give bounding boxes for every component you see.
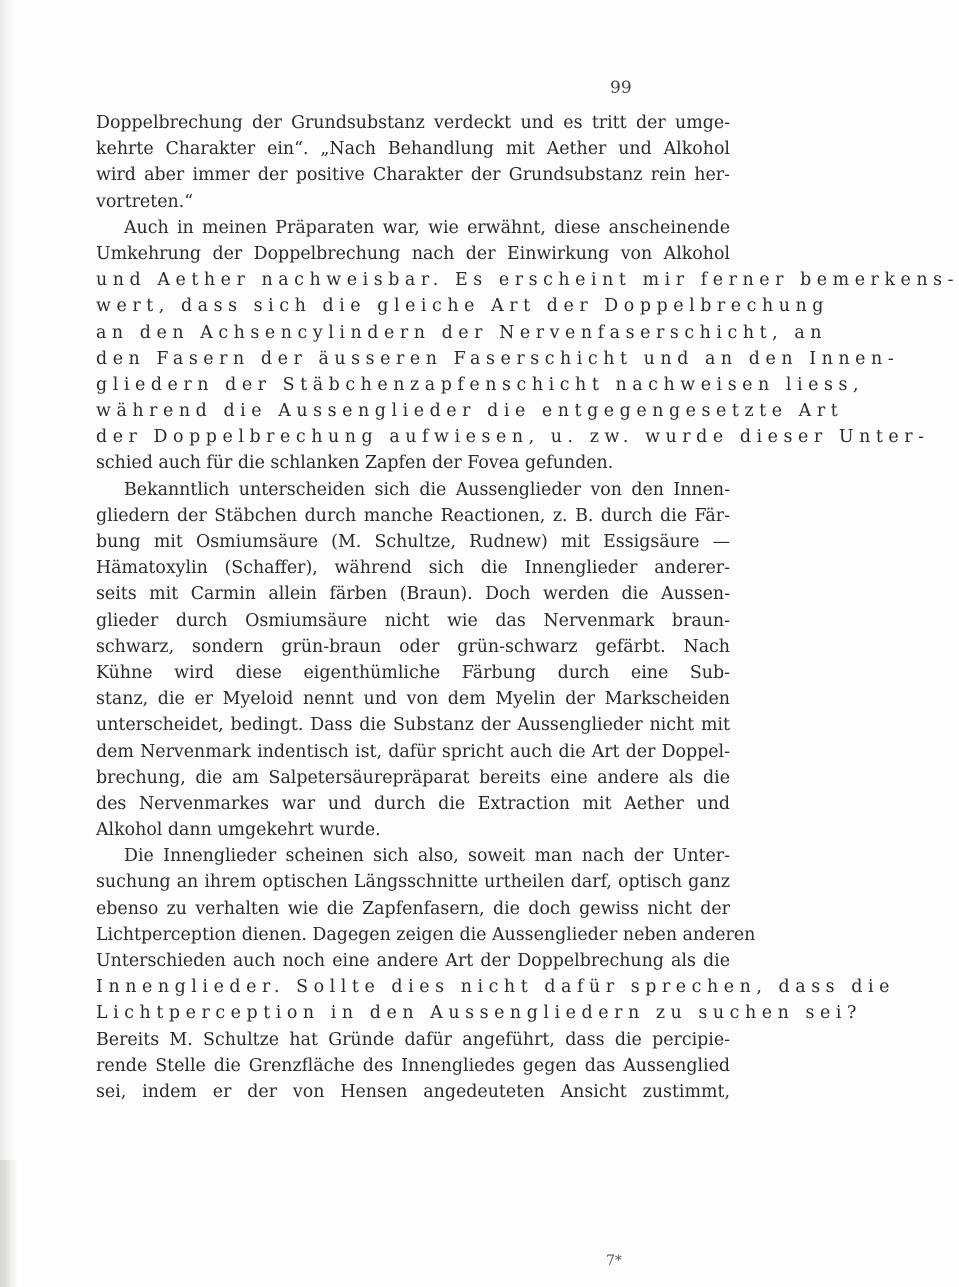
text-line: an den Achsencylindern der Nervenfaserschicht, an <box>96 322 828 343</box>
text-line: glieder durch Osmiumsäure nicht wie das Nervenmark braun- <box>96 610 730 631</box>
page-edge-binding <box>0 1160 18 1287</box>
text-line: Unterschieden auch noch eine andere Art der Doppelbrechung als die <box>96 951 730 971</box>
text-line: Bereits M. Schultze hat Gründe dafür angeführt, dass die percipie- <box>96 1029 730 1050</box>
text-line: und Aether nachweisbar. Es erscheint mir ferner bemerkens- <box>96 270 959 291</box>
text-line: gliedern der Stäbchen durch manche Reactionen, z. B. durch die Fär- <box>96 505 730 526</box>
text-line: bung mit Osmiumsäure (M. Schultze, Rudnew) mit Essigsäure — <box>96 532 730 552</box>
text-line: Doppelbrechung der Grundsubstanz verdeckt und es tritt der umge- <box>96 113 730 133</box>
text-line: wird aber immer der positive Charakter der Grundsubstanz rein her- <box>96 165 730 186</box>
text-line: gliedern der Stäbchenzapfenschicht nachweisen liess, <box>96 374 865 395</box>
text-line: schwarz, sondern grün-braun oder grün-schwarz gefärbt. Nach <box>96 636 730 657</box>
text-line: Innenglieder. Sollte dies nicht dafür sprechen, dass die <box>96 977 895 998</box>
text-line: schied auch für die schlanken Zapfen der Fovea gefunden. <box>96 453 614 474</box>
text-line: stanz, die er Myeloid nennt und von dem Myelin der Markscheiden <box>96 689 730 710</box>
text-line: rende Stelle die Grenzfläche des Innengliedes gegen das Aussenglied <box>96 1055 730 1076</box>
text-line: den Fasern der äusseren Faserschicht und an den Innen- <box>96 348 900 369</box>
text-line: Kühne wird diese eigenthümliche Färbung durch eine Sub- <box>96 662 730 683</box>
text-line: brechung, die am Salpetersäurepräparat bereits eine andere als die <box>96 767 730 788</box>
text-line: unterscheidet, bedingt. Dass die Substanz der Aussenglieder nicht mit <box>96 715 730 736</box>
text-line: wert, dass sich die gleiche Art der Doppelbrechung <box>96 296 829 317</box>
body-text <box>96 110 959 1105</box>
page-edge-shadow <box>0 0 12 1287</box>
text-line: Bekanntlich unterscheiden sich die Aussenglieder von den Innen- <box>124 479 730 500</box>
text-line: Umkehrung der Doppelbrechung nach der Einwirkung von Alkohol <box>96 243 730 264</box>
text-line: Hämatoxylin (Schaffer), während sich die Innenglieder anderer- <box>96 558 730 579</box>
text-line: Auch in meinen Präparaten war, wie erwähnt, diese anscheinende <box>124 217 730 238</box>
text-line: kehrte Charakter ein“. „Nach Behandlung mit Aether und Alkohol <box>96 139 730 160</box>
text-line: suchung an ihrem optischen Längsschnitte urtheilen darf, optisch ganz <box>96 872 730 893</box>
text-line: sei, indem er der von Hensen angedeuteten Ansicht zustimmt, <box>96 1081 730 1102</box>
text-line: seits mit Carmin allein färben (Braun). Doch werden die Aussen- <box>96 584 730 605</box>
text-line: der Doppelbrechung aufwiesen, u. zw. wurde dieser Unter- <box>96 427 930 448</box>
text-line: Lichtperception in den Aussengliedern zu suchen sei? <box>96 1003 862 1024</box>
text-line: Die Innenglieder scheinen sich also, soweit man nach der Unter- <box>124 846 730 867</box>
text-line: dem Nervenmark indentisch ist, dafür spricht auch die Art der Doppel- <box>96 741 730 762</box>
text-line: des Nervenmarkes war und durch die Extraction mit Aether und <box>96 793 730 814</box>
text-line: während die Aussenglieder die entgegengesetzte Art <box>96 401 844 422</box>
page-number: 99 <box>610 78 632 98</box>
signature-mark: 7* <box>606 1253 622 1269</box>
text-line: vortreten.“ <box>96 191 194 212</box>
text-line: Alkohol dann umgekehrt wurde. <box>96 820 381 841</box>
text-line: ebenso zu verhalten wie die Zapfenfasern, die doch gewiss nicht der <box>96 898 730 919</box>
text-line: Lichtperception dienen. Dagegen zeigen die Aussenglieder neben anderen <box>96 924 756 945</box>
